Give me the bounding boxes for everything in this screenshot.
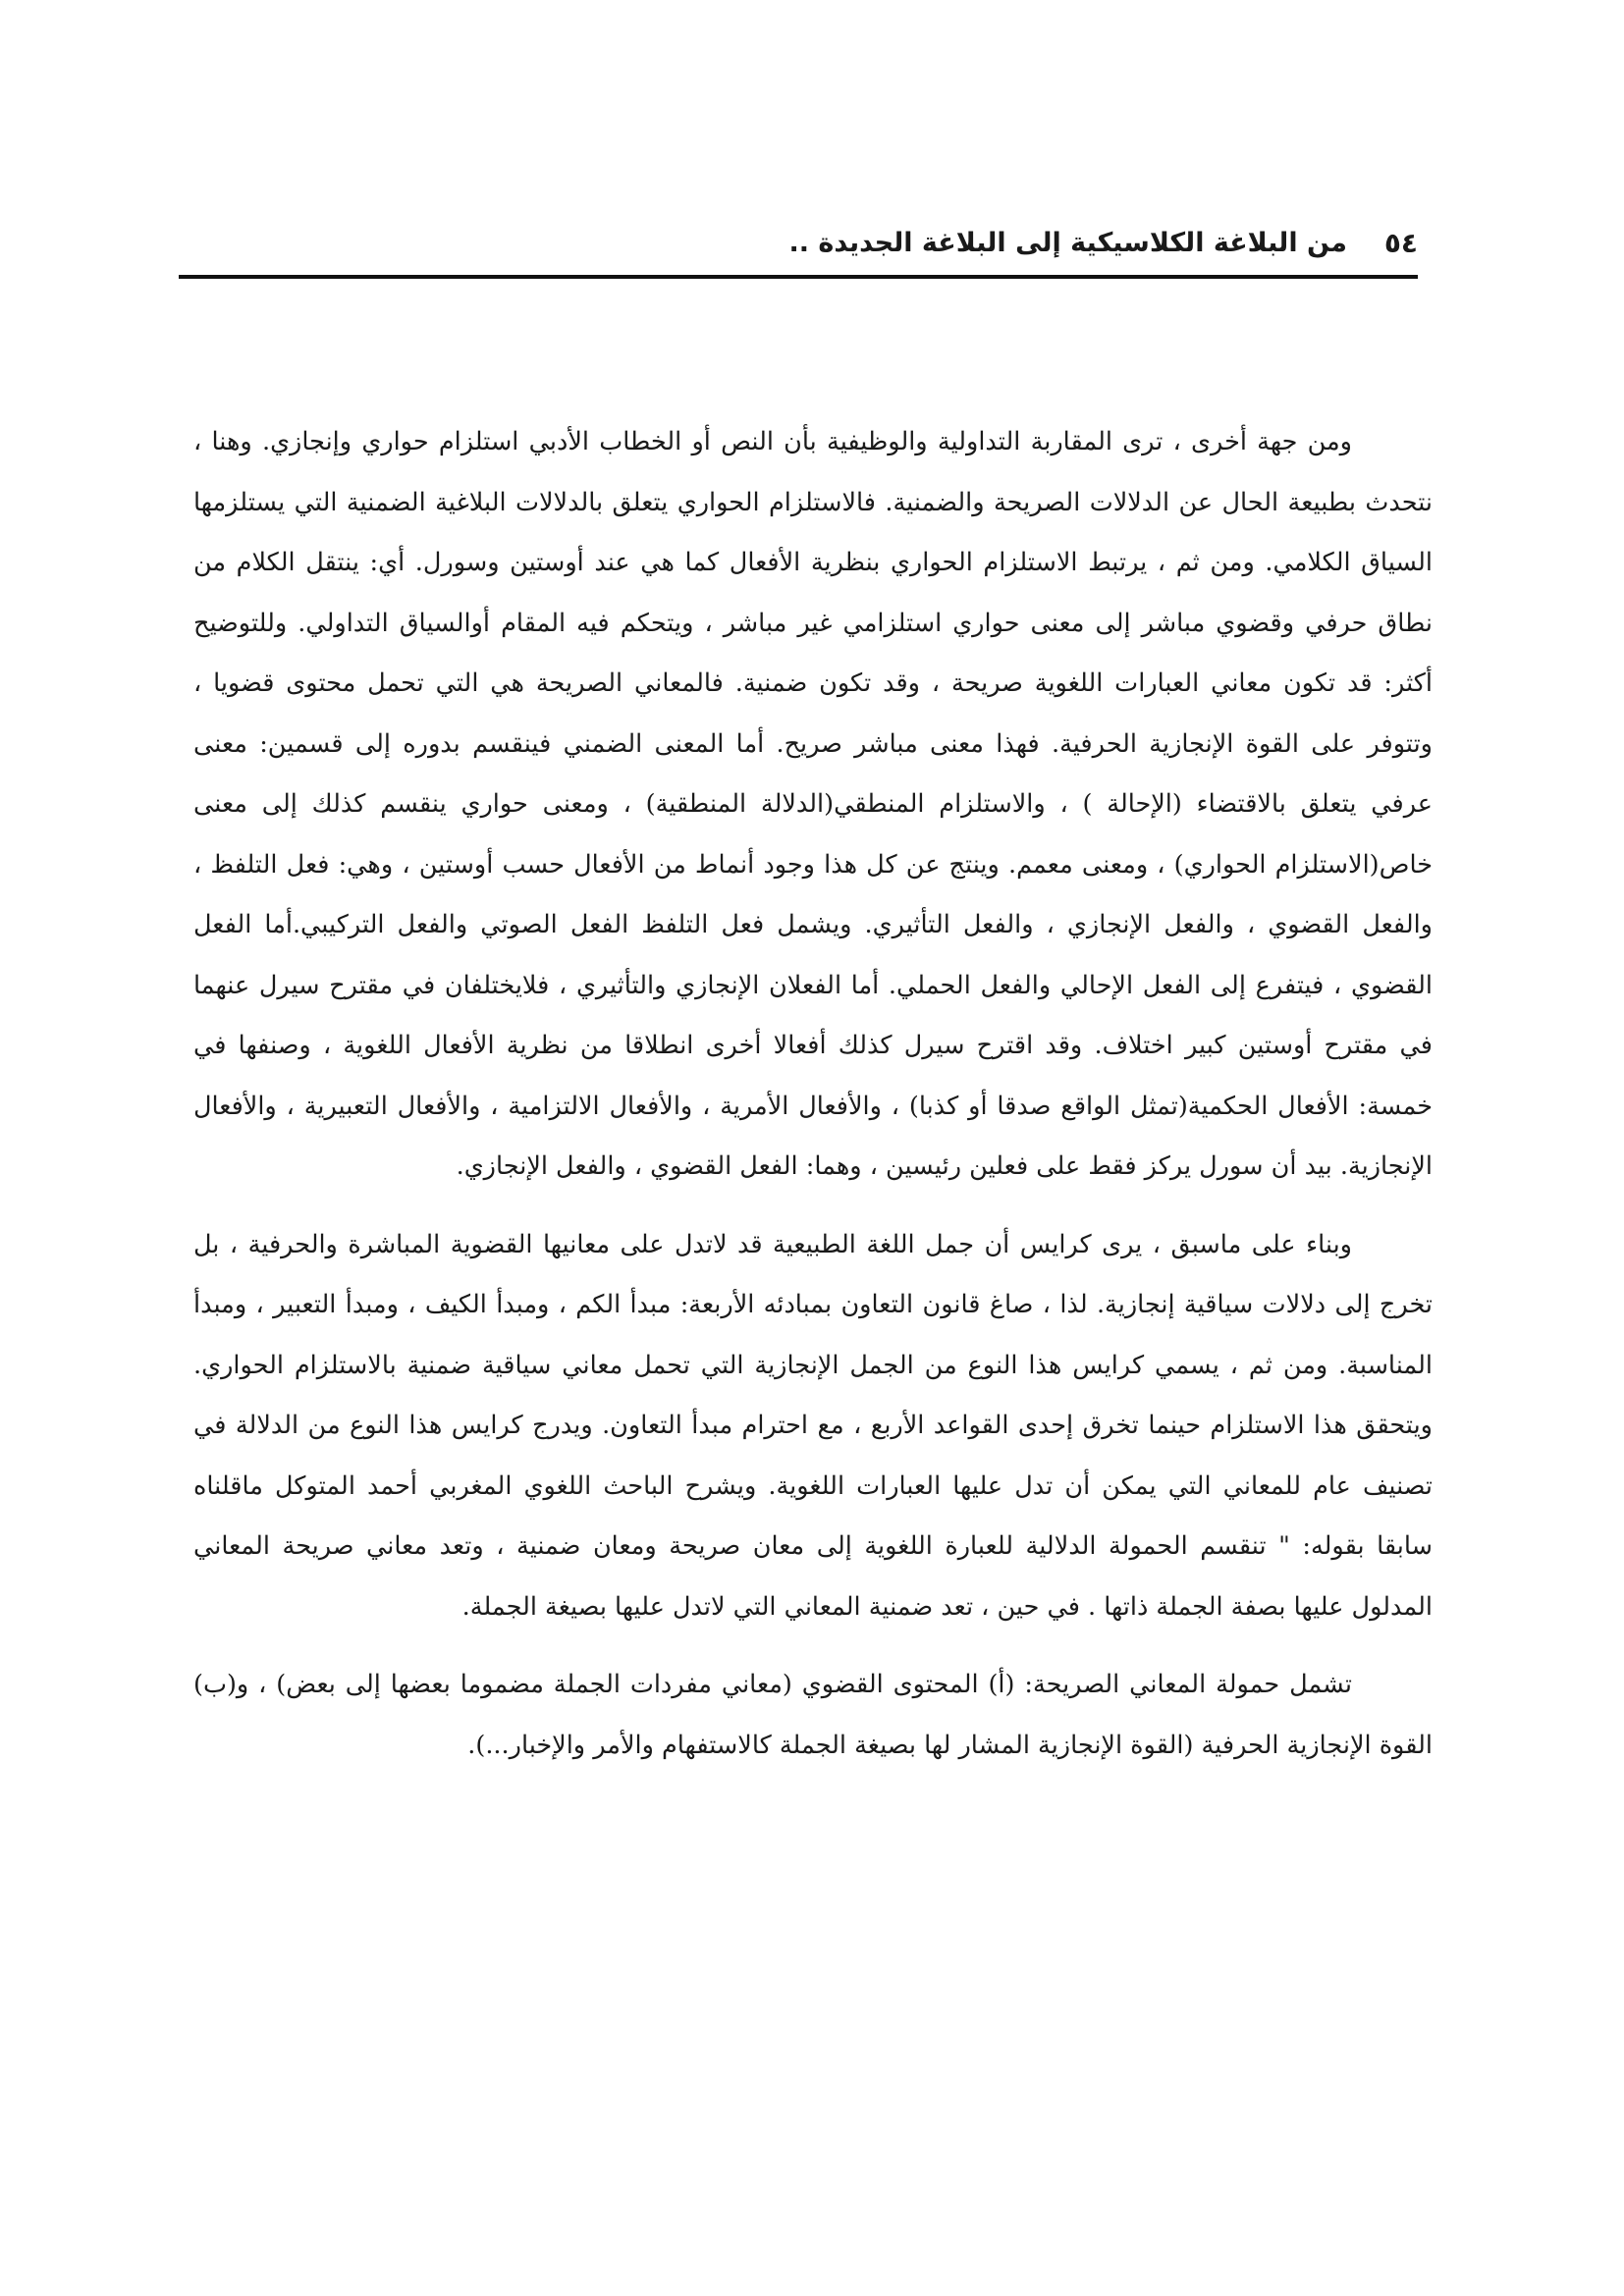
paragraph-3: تشمل حمولة المعاني الصريحة: (أ) المحتوى القضوي (معاني مفردات الجملة مضموما بعضها إلى بعض) ، و(ب) القوة الإنجازية الحرفية (القوة الإنجازية المشار لها بصيغة الجملة كالاستفهام والأمر والإخبار...). bbox=[193, 1670, 1433, 1760]
running-header bbox=[179, 218, 1418, 269]
header-divider bbox=[179, 275, 1418, 279]
page-number: ٥٤ bbox=[1383, 227, 1418, 259]
body-text bbox=[193, 412, 1433, 1793]
paragraph-2: وبناء على ماسبق ، يرى كرايس أن جمل اللغة الطبيعية قد لاتدل على معانيها القضوية المباشرة والحرفية ، بل تخرج إلى دلالات سياقية إنجازية. لذا ، صاغ قانون التعاون بمبادئه الأربعة: مبدأ الكم ، ومبدأ الكيف ، ومبدأ التعبير ، ومبدأ المناسبة. ومن ثم ، يسمي كرايس هذا النوع من الجمل الإنجازية التي تحمل معاني سياقية ضمنية بالاستلزام الحواري. ويتحقق هذا الاستلزام حينما تخرق إحدى القواعد الأربع ، مع احترام مبدأ التعاون. ويدرج كرايس هذا النوع من الدلالة في تصنيف عام للمعاني التي يمكن أن تدل عليها العبارات اللغوية. ويشرح الباحث اللغوي المغربي أحمد المتوكل ماقلناه سابقا بقوله: " تنقسم الحمولة الدلالية للعبارة اللغوية إلى معان صريحة ومعان ضمنية ، وتعد معاني صريحة المعاني المدلول عليها بصفة الجملة ذاتها . في حين ، تعد ضمنية المعاني التي لاتدل عليها بصيغة الجملة. bbox=[193, 1229, 1433, 1622]
paragraph-1: ومن جهة أخرى ، ترى المقاربة التداولية والوظيفية بأن النص أو الخطاب الأدبي استلزام حواري وإنجازي. وهنا ، نتحدث بطبيعة الحال عن الدلالات الصريحة والضمنية. فالاستلزام الحواري يتعلق بالدلالات البلاغية الضمنية التي يستلزمها السياق الكلامي. ومن ثم ، يرتبط الاستلزام الحواري بنظرية الأفعال كما هي عند أوستين وسورل. أي: ينتقل الكلام من نطاق حرفي وقضوي مباشر إلى معنى حواري استلزامي غير مباشر ، ويتحكم فيه المقام أوالسياق التداولي. وللتوضيح أكثر: قد تكون معاني العبارات اللغوية صريحة ، وقد تكون ضمنية. فالمعاني الصريحة هي التي تحمل محتوى قضويا ، وتتوفر على القوة الإنجازية الحرفية. فهذا معنى مباشر صريح. أما المعنى الضمني فينقسم بدوره إلى قسمين: معنى عرفي يتعلق بالاقتضاء (الإحالة ) ، والاستلزام المنطقي(الدلالة المنطقية) ، ومعنى حواري ينقسم كذلك إلى معنى خاص(الاستلزام الحواري) ، ومعنى معمم. وينتج عن كل هذا وجود أنماط من الأفعال حسب أوستين ، وهي: فعل التلفظ ، والفعل القضوي ، والفعل الإنجازي ، والفعل التأثيري. ويشمل فعل التلفظ الفعل الصوتي والفعل التركيبي.أما الفعل القضوي ، فيتفرع إلى الفعل الإحالي والفعل الحملي. أما الفعلان الإنجازي والتأثيري ، فلايختلفان في مقترح سيرل عنهما في مقترح أوستين كبير اختلاف. وقد اقترح سيرل كذلك أفعالا أخرى انطلاقا من نظرية الأفعال اللغوية ، وصنفها في خمسة: الأفعال الحكمية(تمثل الواقع صدقا أو كذبا) ، والأفعال الأمرية ، والأفعال الالتزامية ، والأفعال التعبيرية ، والأفعال الإنجازية. بيد أن سورل يركز فقط على فعلين رئيسين ، وهما: الفعل القضوي ، والفعل الإنجازي. bbox=[193, 427, 1433, 1181]
running-title: من البلاغة الكلاسيكية إلى البلاغة الجديدة .. bbox=[788, 228, 1347, 258]
